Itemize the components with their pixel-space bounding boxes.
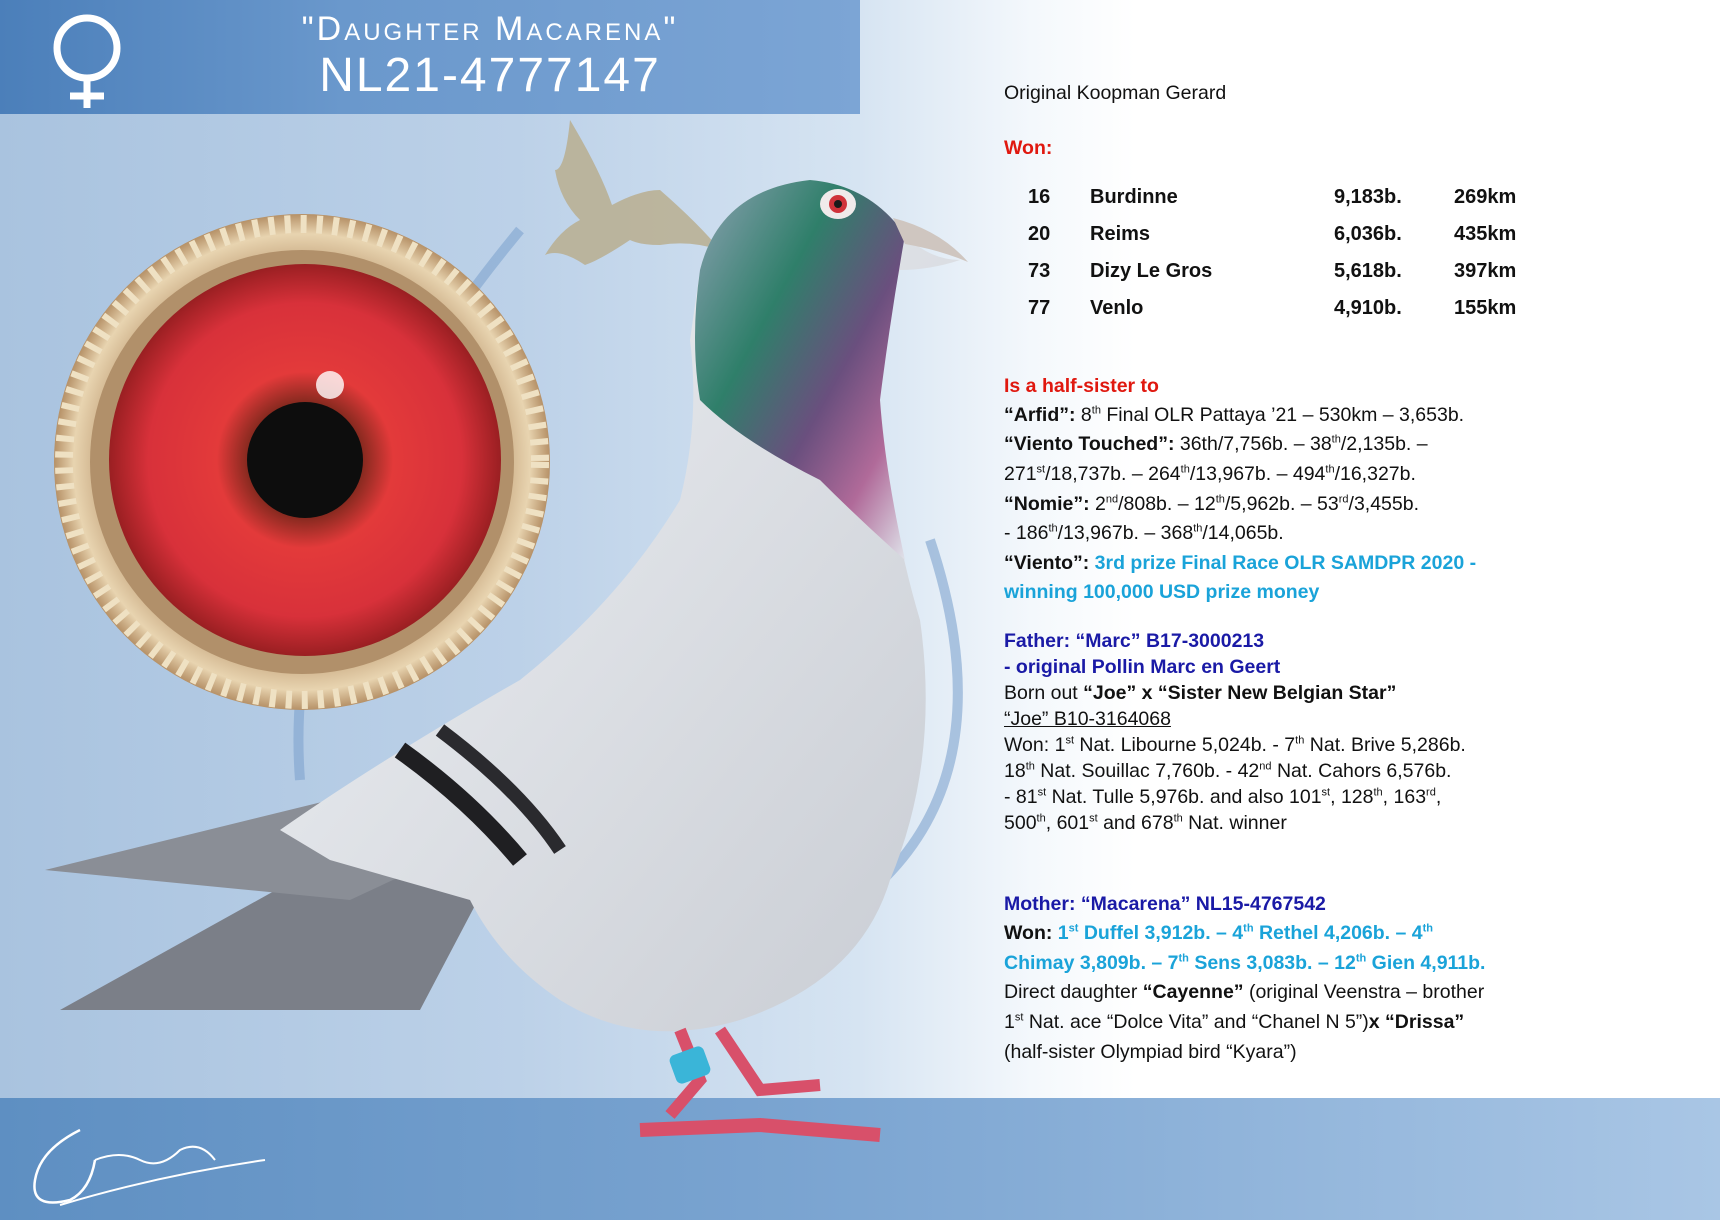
sup: th <box>1091 404 1101 417</box>
text: /13,967b. – 368 <box>1057 522 1194 544</box>
sup: th <box>1036 812 1046 825</box>
result-place: 20 <box>1028 223 1051 245</box>
result-birds: 4,910b. <box>1334 297 1402 319</box>
text: Rethel 4,206b. – 4 <box>1253 922 1423 944</box>
text: Gien 4,911b. <box>1366 952 1486 974</box>
mother-heading: Mother: “Macarena” NL15-4767542 <box>1004 893 1326 915</box>
mother-wins-1 <box>1004 922 1433 945</box>
text: , 163 <box>1382 786 1427 808</box>
text: 1 <box>1004 1011 1015 1033</box>
sup: rd <box>1426 786 1436 799</box>
signature-image <box>34 1130 265 1205</box>
text: Final OLR Pattaya ’21 – 530km – 3,653b. <box>1100 404 1465 426</box>
result-birds: 5,618b. <box>1334 260 1402 282</box>
text: /18,737b. – 264 <box>1045 463 1181 485</box>
text: x “Drissa” <box>1368 1011 1465 1033</box>
father-heading: Father: “Marc” B17-3000213 <box>1004 630 1265 652</box>
sup: th <box>1422 922 1434 935</box>
text: Duffel 3,912b. – 4 <box>1078 922 1244 944</box>
text: Sens 3,083b. – 12 <box>1188 952 1356 974</box>
result-distance: 435km <box>1454 223 1517 245</box>
sibling-name: “Viento”: <box>1004 552 1090 574</box>
father-wins-1 <box>1004 734 1466 757</box>
sup: th <box>1173 812 1183 825</box>
ring-number: NL21-4777147 <box>319 49 661 102</box>
text: 2 <box>1089 493 1106 515</box>
result-distance: 397km <box>1454 260 1517 282</box>
sup: th <box>1325 463 1335 476</box>
sibling-name: “Viento Touched”: <box>1004 433 1175 455</box>
text: Born out <box>1004 682 1084 704</box>
text: (original Veenstra – brother <box>1243 981 1485 1003</box>
result-place: 16 <box>1028 186 1051 208</box>
text: Nat. Brive 5,286b. <box>1304 734 1466 756</box>
text: 1 <box>1052 922 1069 944</box>
text: Nat. Souillac 7,760b. - 42 <box>1034 760 1260 782</box>
text: - 81 <box>1004 786 1038 808</box>
sup: th <box>1355 952 1367 965</box>
text: Won: <box>1004 922 1053 944</box>
sup: th <box>1180 463 1190 476</box>
text: - 186 <box>1004 522 1049 544</box>
sup: th <box>1373 786 1383 799</box>
result-birds: 9,183b. <box>1334 186 1402 208</box>
half-sister-viento <box>1004 552 1476 575</box>
sup: th <box>1193 522 1203 535</box>
text: 500 <box>1004 812 1037 834</box>
sup: th <box>1048 522 1058 535</box>
joe-ring: “Joe” B10-3164068 <box>1004 708 1171 730</box>
father-wins-4 <box>1004 812 1287 835</box>
sibling-name: “Arfid”: <box>1004 404 1076 426</box>
text: /2,135b. – <box>1340 433 1428 455</box>
text: 3rd prize Final Race OLR SAMDPR 2020 - <box>1089 552 1477 574</box>
sup: nd <box>1259 760 1272 773</box>
result-race: Dizy Le Gros <box>1090 260 1213 282</box>
sup: th <box>1331 433 1341 446</box>
sup: st <box>1065 734 1074 747</box>
sup: th <box>1215 493 1225 506</box>
text: , 601 <box>1045 812 1090 834</box>
won-heading: Won: <box>1004 137 1053 159</box>
text: 36th/7,756b. – 38 <box>1174 433 1332 455</box>
result-race: Reims <box>1090 223 1151 245</box>
sup: st <box>1089 812 1098 825</box>
father-wins-3 <box>1004 786 1441 809</box>
text: Won: 1 <box>1004 734 1066 756</box>
text: Nat. Libourne 5,024b. - 7 <box>1074 734 1296 756</box>
half-sister-viento-touched <box>1004 433 1428 456</box>
eye-closeup-image <box>54 214 550 710</box>
origin-line: Original Koopman Gerard <box>1004 82 1227 104</box>
result-place: 73 <box>1028 260 1051 282</box>
mother-daughter-line-2 <box>1004 1011 1464 1034</box>
sup: th <box>1295 734 1305 747</box>
flying-bird-icon <box>545 120 720 265</box>
pigeon-name: "Daughter Macarena" <box>301 10 679 48</box>
text: 8 <box>1080 404 1092 426</box>
text: , 128 <box>1330 786 1374 808</box>
text: /3,455b. <box>1348 493 1420 515</box>
result-place: 77 <box>1028 297 1051 319</box>
father-wins-2 <box>1004 760 1451 783</box>
half-sister-arfid <box>1004 404 1464 427</box>
text: /5,962b. – 53 <box>1224 493 1339 515</box>
text: “Joe” x “Sister New Belgian Star” <box>1083 682 1397 704</box>
text: /13,967b. – 494 <box>1189 463 1326 485</box>
text: Nat. winner <box>1182 812 1287 834</box>
result-race: Venlo <box>1090 297 1144 319</box>
venus-icon <box>42 8 142 108</box>
text: and 678 <box>1097 812 1174 834</box>
result-distance: 155km <box>1454 297 1517 319</box>
sup: th <box>1025 760 1035 773</box>
mother-daughter-line-3: (half-sister Olympiad bird “Kyara”) <box>1004 1041 1297 1063</box>
text: /16,327b. <box>1334 463 1416 485</box>
half-sister-nomie-cont <box>1004 522 1284 545</box>
text: 18 <box>1004 760 1026 782</box>
mother-wins-2 <box>1004 952 1485 975</box>
text: Nat. Cahors 6,576b. <box>1271 760 1452 782</box>
sibling-name: “Nomie”: <box>1004 493 1090 515</box>
text: Nat. ace “Dolce Vita” and “Chanel N 5”) <box>1023 1011 1369 1033</box>
sup: st <box>1068 922 1079 935</box>
text: Chimay 3,809b. – 7 <box>1004 952 1179 974</box>
sup: nd <box>1105 493 1119 506</box>
sup: st <box>1321 786 1331 799</box>
text: , <box>1435 786 1442 808</box>
father-born-out <box>1004 682 1396 705</box>
text: /14,065b. <box>1202 522 1284 544</box>
sup: rd <box>1338 493 1349 506</box>
half-sister-viento-cont: winning 100,000 USD prize money <box>1004 581 1320 603</box>
sup: st <box>1014 1011 1024 1024</box>
text: /808b. – 12 <box>1118 493 1216 515</box>
half-sister-nomie <box>1004 493 1419 516</box>
sup: st <box>1036 463 1046 476</box>
text: “Cayenne” <box>1142 981 1244 1003</box>
text: Direct daughter <box>1004 981 1143 1003</box>
sup: st <box>1037 786 1047 799</box>
half-sister-heading: Is a half-sister to <box>1004 375 1159 397</box>
result-race: Burdinne <box>1090 186 1178 208</box>
half-sister-viento-touched-cont <box>1004 463 1416 486</box>
mother-daughter-line <box>1004 981 1484 1004</box>
text: 271 <box>1004 463 1037 485</box>
sup: th <box>1243 922 1254 935</box>
result-distance: 269km <box>1454 186 1517 208</box>
result-birds: 6,036b. <box>1334 223 1402 245</box>
sup: th <box>1178 952 1189 965</box>
father-origin: - original Pollin Marc en Geert <box>1004 656 1281 678</box>
text: Nat. Tulle 5,976b. and also 101 <box>1046 786 1322 808</box>
